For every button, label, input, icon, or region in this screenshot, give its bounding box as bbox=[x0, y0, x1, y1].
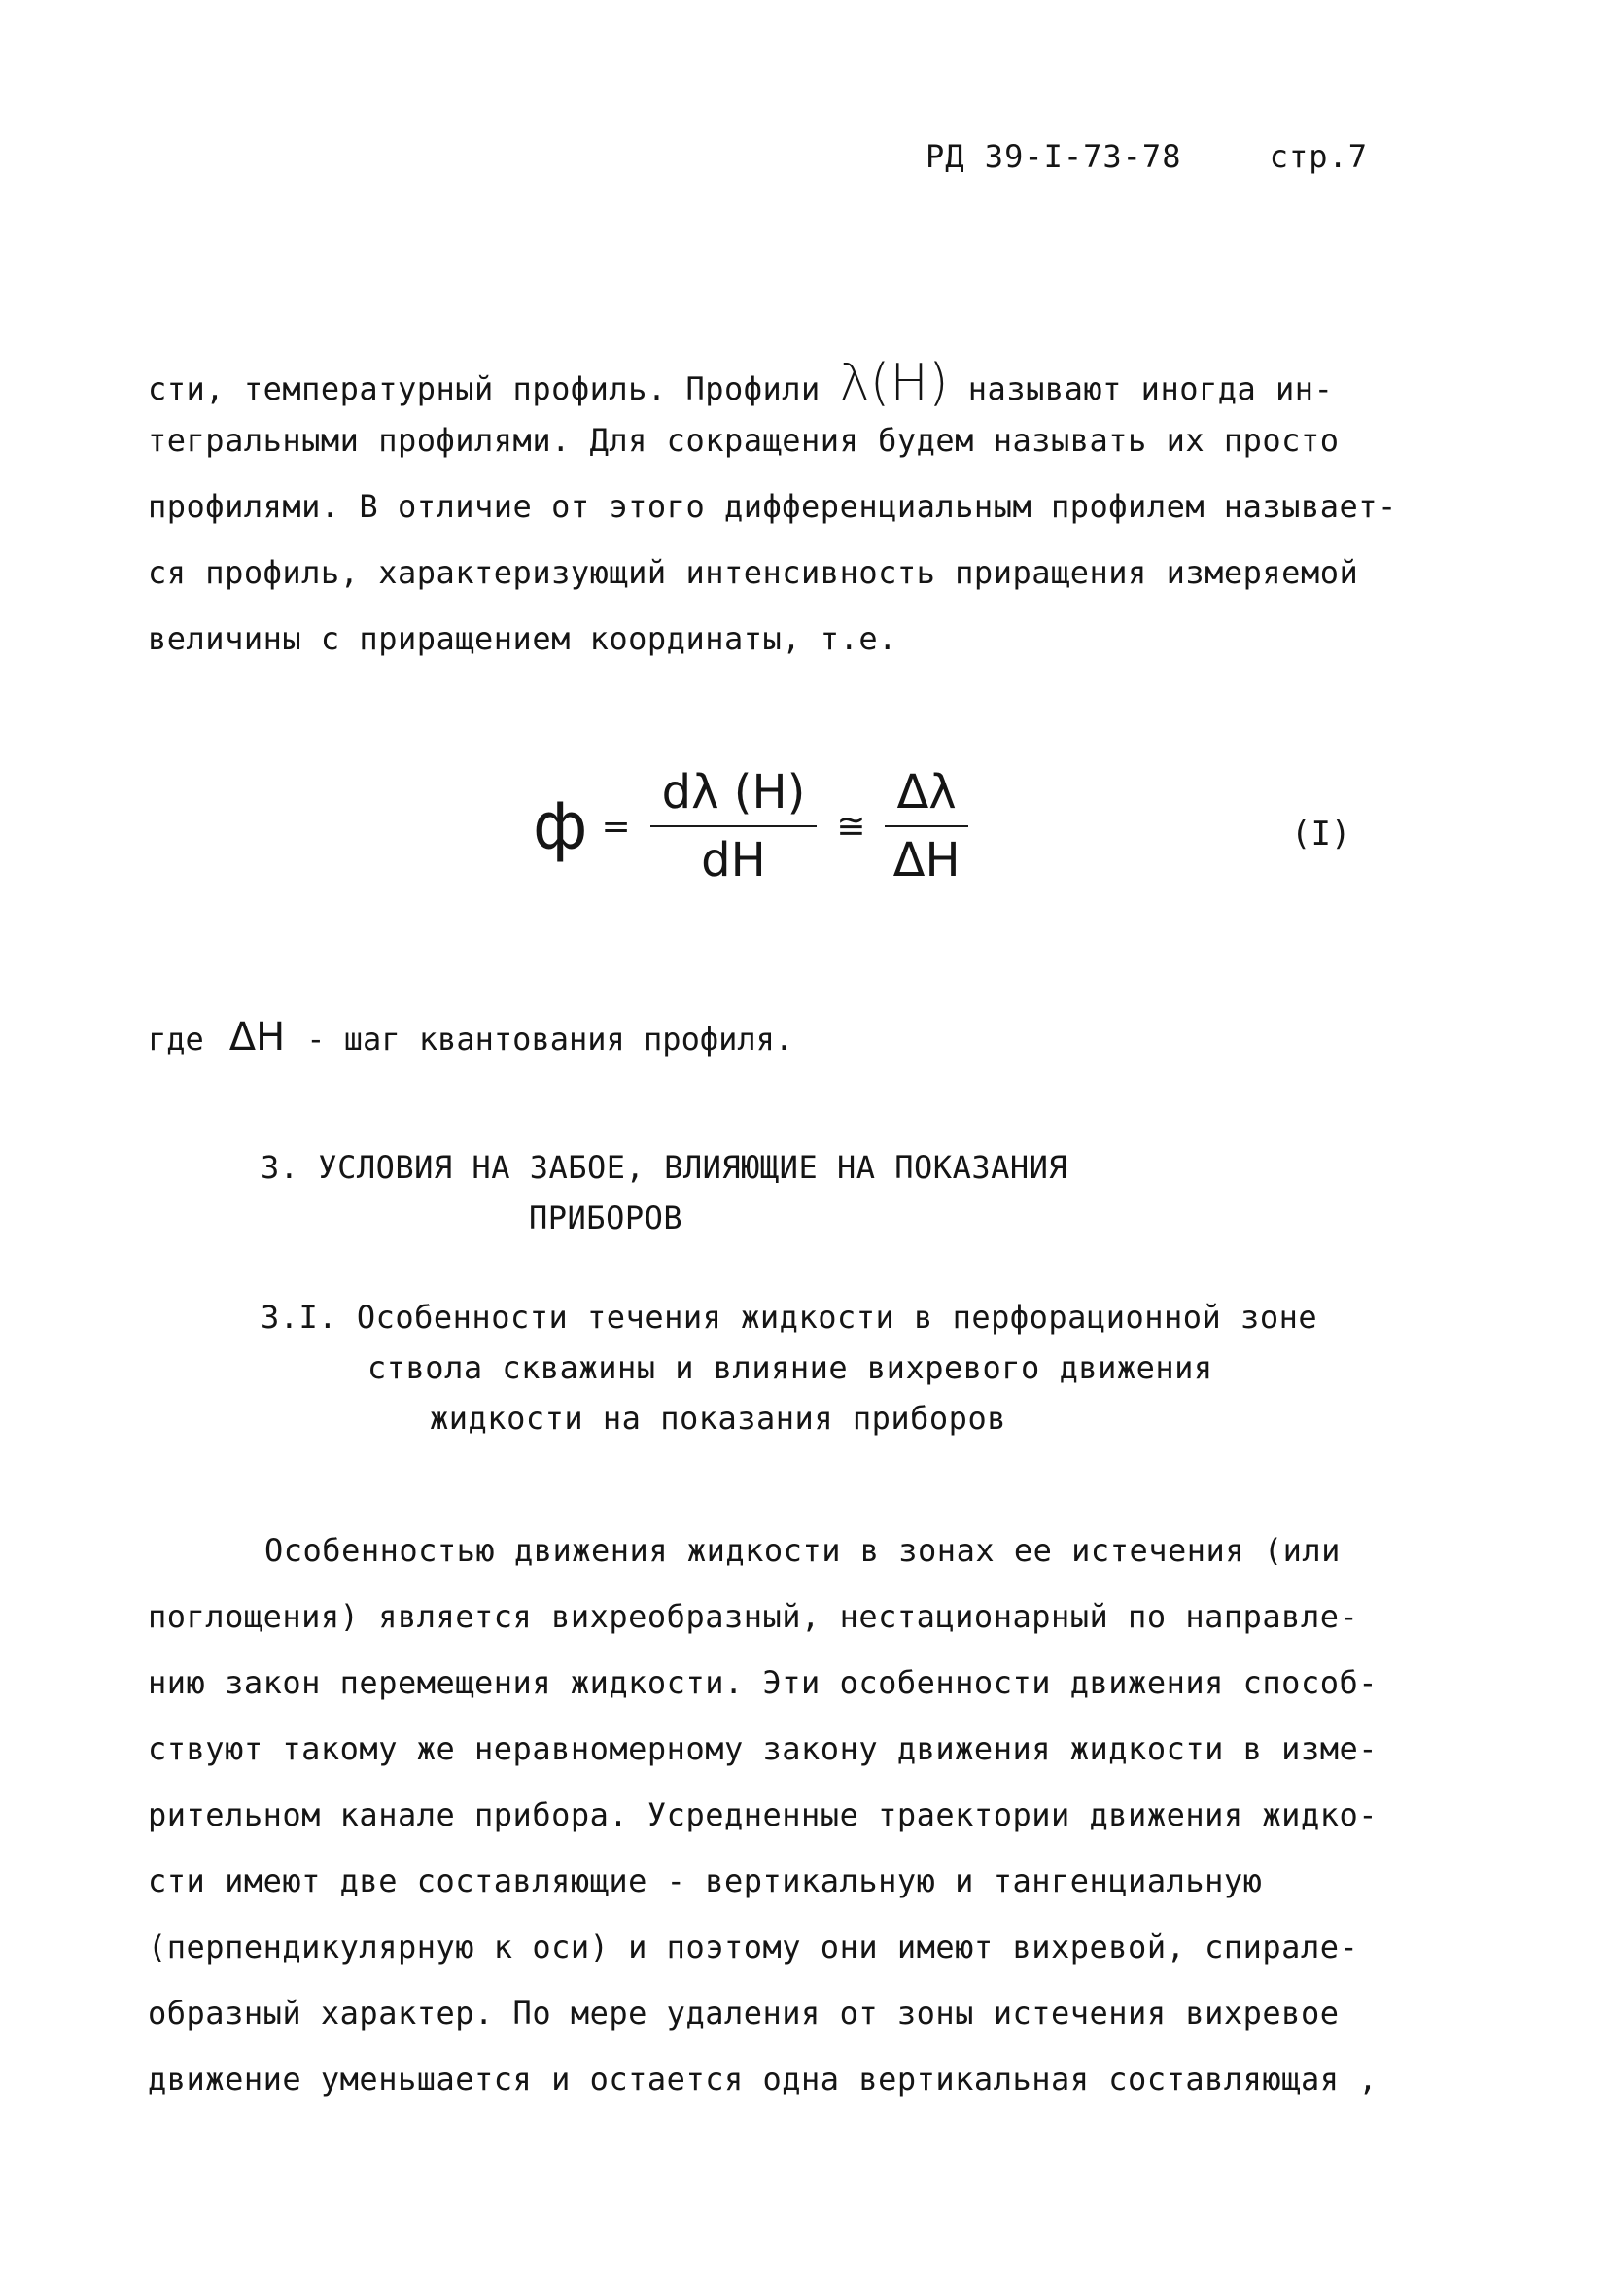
numerator: dλ (H) bbox=[650, 765, 818, 827]
paragraph-line: профилями. В отличие от этого дифференциальным профилем называет- bbox=[148, 488, 1397, 525]
denominator: ΔH bbox=[892, 833, 961, 887]
where-clause bbox=[148, 1015, 793, 1060]
page-header bbox=[926, 138, 1368, 175]
lambda-h-symbol: λ(H) bbox=[839, 354, 950, 412]
paragraph-line: образный характер. По мере удаления от зоны истечения вихревое bbox=[148, 1995, 1340, 2032]
paragraph-line: поглощения) является вихреобразный, нестационарный по направле- bbox=[148, 1598, 1359, 1635]
paragraph-line: нию закон перемещения жидкости. Эти особенности движения способ- bbox=[148, 1664, 1378, 1701]
paragraph-line: величины с приращением координаты, т.е. bbox=[148, 620, 897, 657]
paragraph-line: движение уменьшается и остается одна вертикальная составляющая , bbox=[148, 2061, 1378, 2098]
paragraph-line: Особенностью движения жидкости в зонах ее истечения (или bbox=[264, 1532, 1341, 1569]
subsection-heading-cont: жидкости на показания приборов bbox=[430, 1400, 1006, 1437]
paragraph-line: (перпендикулярную к оси) и поэтому они имеют вихревой, спирале- bbox=[148, 1929, 1359, 1966]
page-number: стр.7 bbox=[1269, 138, 1369, 175]
where-text: - шаг квантования профиля. bbox=[306, 1021, 794, 1058]
section-heading-cont: ПРИБОРОВ bbox=[529, 1200, 683, 1236]
subsection-heading-cont: ствола скважины и влияние вихревого движения bbox=[367, 1349, 1213, 1386]
text-fragment: сти, температурный профиль. Профили bbox=[148, 370, 840, 407]
denominator: dH bbox=[701, 833, 766, 887]
derivative-fraction bbox=[650, 765, 818, 887]
where-word: где bbox=[148, 1021, 204, 1058]
paragraph-line: рительном канале прибора. Усредненные траектории движения жидко- bbox=[148, 1796, 1378, 1833]
formula bbox=[533, 758, 974, 894]
doc-code: РД 39-I-73-78 bbox=[926, 138, 1182, 175]
subsection-heading: 3.I. Особенности течения жидкости в перфорационной зоне bbox=[261, 1299, 1318, 1336]
paragraph-line: сти имеют две составляющие - вертикальную и тангенциальную bbox=[148, 1862, 1263, 1899]
paragraph-line: ствуют такому же неравномерному закону движения жидкости в изме- bbox=[148, 1730, 1378, 1767]
equals-sign: = bbox=[601, 806, 631, 847]
delta-h-symbol: ΔH bbox=[228, 1015, 286, 1060]
paragraph-line: тегральными профилями. Для сокращения будем называть их просто bbox=[148, 422, 1340, 459]
phi-symbol: ф bbox=[533, 788, 588, 864]
paragraph-line: ся профиль, характеризующий интенсивность приращения измеряемой bbox=[148, 554, 1359, 591]
section-heading: 3. УСЛОВИЯ НА ЗАБОЕ, ВЛИЯЮЩИЕ НА ПОКАЗАНИЯ bbox=[261, 1149, 1068, 1186]
text-fragment: называют иногда ин- bbox=[949, 370, 1334, 407]
difference-fraction bbox=[885, 765, 967, 887]
approx-sign: ≅ bbox=[836, 806, 866, 847]
paragraph-line bbox=[148, 354, 1333, 412]
numerator: Δλ bbox=[885, 765, 967, 827]
equation-number: (I) bbox=[1291, 815, 1351, 853]
